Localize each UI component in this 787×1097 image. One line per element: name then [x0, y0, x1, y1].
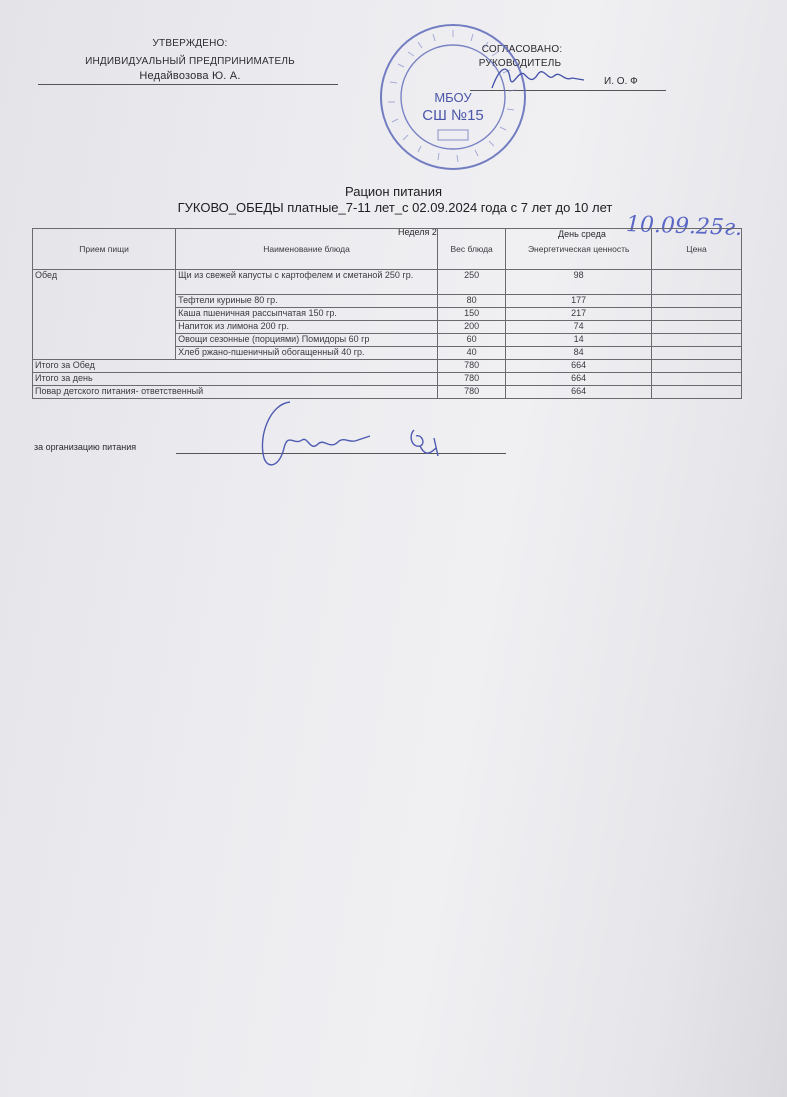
- cook-label: Повар детского питания- ответственный: [33, 386, 438, 399]
- energy-cell: 98: [506, 270, 652, 295]
- total-day-label: Итого за день: [33, 373, 438, 386]
- weight-cell: 60: [437, 334, 505, 347]
- price-cell: [652, 270, 742, 295]
- weight-cell: 200: [437, 321, 505, 334]
- energy-cell: 217: [506, 308, 652, 321]
- price-cell: [652, 360, 742, 373]
- page-subtitle: ГУКОВО_ОБЕДЫ платные_7-11 лет_с 02.09.2024 года с 7 лет до 10 лет: [177, 200, 613, 215]
- week-label: Неделя 2: [398, 227, 437, 237]
- dish-cell: Тефтели куриные 80 гр.: [176, 295, 438, 308]
- weight-cell: 80: [437, 295, 505, 308]
- price-cell: [652, 347, 742, 360]
- cook-energy: 664: [506, 386, 652, 399]
- approved-position: ИНДИВИДУАЛЬНЫЙ ПРЕДПРИНИМАТЕЛЬ: [85, 56, 295, 67]
- price-cell: [652, 308, 742, 321]
- price-cell: [652, 373, 742, 386]
- price-cell: [652, 386, 742, 399]
- header-dish: Наименование блюда: [176, 229, 438, 270]
- weight-cell: 150: [437, 308, 505, 321]
- table-header-row: [33, 229, 742, 270]
- dish-cell: Овощи сезонные (порциями) Помидоры 60 гр: [176, 334, 438, 347]
- total-meal-weight: 780: [437, 360, 505, 373]
- responsible-label: за организацию питания: [34, 442, 137, 452]
- header-weight: Вес блюда: [437, 229, 505, 270]
- menu-table: [32, 228, 742, 399]
- energy-cell: 84: [506, 347, 652, 360]
- agreed-position: РУКОВОДИТЕЛЬ: [478, 58, 562, 69]
- dish-cell: Щи из свежей капусты с картофелем и сметаной 250 гр.: [176, 270, 438, 295]
- page-title: Рацион питания: [344, 184, 443, 199]
- energy-cell: 74: [506, 321, 652, 334]
- header-price: Цена: [652, 229, 742, 270]
- total-day-energy: 664: [506, 373, 652, 386]
- cook-weight: 780: [437, 386, 505, 399]
- price-cell: [652, 295, 742, 308]
- approved-signature-line: [38, 84, 338, 85]
- approved-label: УТВЕРЖДЕНО:: [152, 38, 228, 49]
- handwritten-date: 10.09.25г.: [625, 211, 743, 242]
- agreed-label: СОГЛАСОВАНО:: [481, 44, 563, 55]
- weight-cell: 250: [437, 270, 505, 295]
- weight-cell: 40: [437, 347, 505, 360]
- agreed-name: И. О. Ф: [604, 76, 638, 87]
- total-day-weight: 780: [437, 373, 505, 386]
- stamp-center-line1: МБОУ: [434, 90, 472, 105]
- price-cell: [652, 334, 742, 347]
- approved-name: Недайвозова Ю. А.: [139, 70, 241, 82]
- total-day-row: [33, 373, 742, 386]
- total-meal-energy: 664: [506, 360, 652, 373]
- header-meal: Прием пищи: [33, 229, 176, 270]
- meal-name-cell: Обед: [33, 270, 176, 360]
- stamp-center-line2: СШ №15: [422, 107, 484, 124]
- total-meal-row: [33, 360, 742, 373]
- energy-cell: 177: [506, 295, 652, 308]
- dish-cell: Каша пшеничная рассыпчатая 150 гр.: [176, 308, 438, 321]
- dish-cell: Хлеб ржано-пшеничный обогащенный 40 гр.: [176, 347, 438, 360]
- total-meal-label: Итого за Обед: [33, 360, 438, 373]
- energy-cell: 14: [506, 334, 652, 347]
- day-label: День среда: [558, 229, 606, 239]
- table-row: [33, 270, 742, 295]
- header-energy: Энергетическая ценность: [506, 229, 652, 270]
- price-cell: [652, 321, 742, 334]
- dish-cell: Напиток из лимона 200 гр.: [176, 321, 438, 334]
- round-seal-stamp: [378, 22, 528, 172]
- director-signature: [488, 60, 588, 94]
- cook-signature: [250, 396, 450, 474]
